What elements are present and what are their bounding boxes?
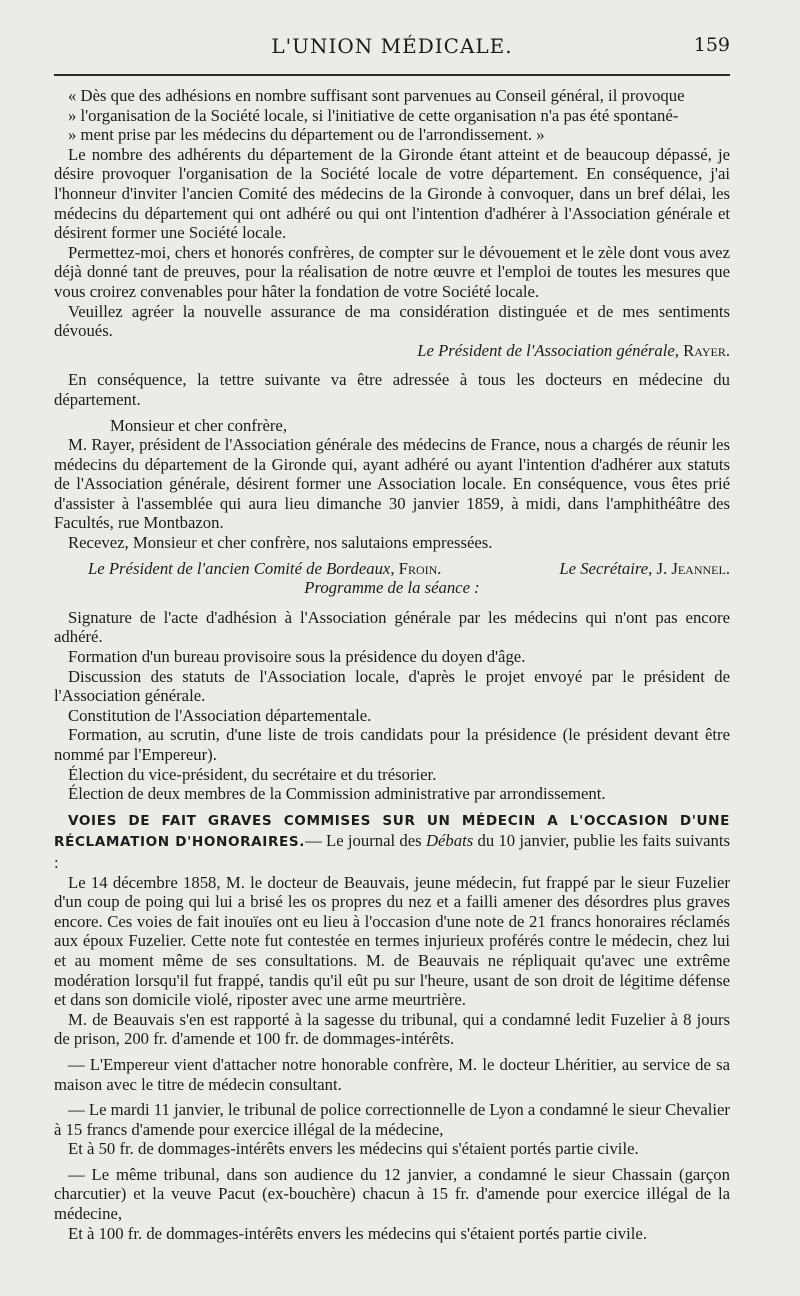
president-signature <box>54 341 730 361</box>
news-lead-text: du 10 janvier, publie les faits suivants : <box>54 831 730 872</box>
programme-item: Formation, au scrutin, d'une liste de trois candidats pour la présidence (le président devant être nommé par l'Empereur). <box>54 725 730 764</box>
page-number: 159 <box>693 34 730 56</box>
quote-line: « Dès que des adhésions en nombre suffisant sont parvenues au Conseil général, il provoque <box>68 86 685 105</box>
news-paragraph: M. de Beauvais s'en est rapporté à la sagesse du tribunal, qui a condamné ledit Fuzelier à 8 jours de prison, 200 fr. d'amende et 100 fr. de dommages-intérêts. <box>54 1009 730 1049</box>
news-paragraph: — Le même tribunal, dans son audience du 12 janvier, a condamné le sieur Chassain (garçon charcutier) et la veuve Pacut (ex-bouchère) chacun à 15 fr. d'amende pour exercice illégal de la médecine, <box>54 1164 730 1224</box>
statute-quote <box>54 86 730 145</box>
journal-name: Débats <box>425 831 474 851</box>
news-paragraph: Le 14 décembre 1858, M. le docteur de Beauvais, jeune médecin, fut frappé par le sieur Fuzelier d'un coup de poing qui lui a brisé les os propres du nez et a failli amener des désordres plus graves encore. Ces voies de fait inouïes ont eu lieu à l'occasion d'une note de 21 francs honoraires réclamés aux époux Fuzelier. Cette note fut contestée en termes injurieux proférés contre le médecin, chez lui et au moment même de ses consultations. M. de Beauvais ne répliquait qu'avec une extrême modération lorsqu'il fut frappé, tandis qu'il eût pu sur l'heure, usant de son droit de légitime défense et dans son domicile violé, riposter avec une arme meurtrière. <box>54 872 730 1010</box>
news-paragraph: Et à 50 fr. de dommages-intérêts envers les médecins qui s'étaient portés partie civile. <box>68 1139 639 1159</box>
signature-role: Le Secrétaire, <box>559 558 653 578</box>
news-paragraph: — Le mardi 11 janvier, le tribunal de police correctionnelle de Lyon a condamné le sieur Chevalier à 15 francs d'amende pour exercice illégal de la médecine, <box>54 1100 730 1139</box>
letter-paragraph: Permettez-moi, chers et honorés confrères, de compter sur le dévouement et le zèle dont vous avez déjà donné tant de preuves, pour la réalisation de notre œuvre et l'emploi de toutes les mesures que vous croirez convenables pour hâter la fondation de votre Société locale. <box>54 242 730 301</box>
quote-line: » ment prise par les médecins du département ou de l'arrondissement. » <box>68 125 545 145</box>
article-body <box>54 86 730 1243</box>
signature-role: Le Président de l'Association générale, <box>417 340 679 360</box>
letter-paragraph: Veuillez agréer la nouvelle assurance de ma considération distinguée et de mes sentiments dévoués. <box>54 301 730 341</box>
signature-name: Rayer. <box>683 340 730 360</box>
programme-item: Constitution de l'Association départementale. <box>68 705 372 725</box>
circular-closing: Recevez, Monsieur et cher confrère, nos salutaions empressées. <box>68 533 493 553</box>
news-paragraph: Et à 100 fr. de dommages-intérêts envers les médecins qui s'étaient portés partie civile. <box>68 1223 648 1243</box>
programme-item: Élection du vice-président, du secrétaire et du trésorier. <box>68 764 437 784</box>
programme-item: Signature de l'acte d'adhésion à l'Association générale par les médecins qui n'ont pas encore adhéré. <box>54 607 730 647</box>
quote-line: » l'organisation de la Société locale, si l'initiative de cette organisation n'a pas été spontané- <box>68 105 679 125</box>
intro-paragraph: En conséquence, la tettre suivante va être adressée à tous les docteurs en médecine du département. <box>54 370 730 409</box>
programme-item: Discussion des statuts de l'Association locale, d'après le projet envoyé par le président de l'Association générale. <box>54 666 730 706</box>
salutation: Monsieur et cher confrère, <box>110 415 287 435</box>
programme-title: Programme de la séance : <box>304 578 480 598</box>
programme-item: Élection de deux membres de la Commission administrative par arrondissement. <box>68 784 606 804</box>
signature-name: Froin. <box>398 558 442 578</box>
programme-item: Formation d'un bureau provisoire sous la présidence du doyen d'âge. <box>68 647 526 667</box>
signature-role: Le Président de l'ancien Comité de Bordeaux, <box>88 558 395 578</box>
news-lead <box>54 810 730 873</box>
signature-left <box>88 559 441 579</box>
running-header <box>54 34 730 70</box>
journal-title: L'UNION MÉDICALE. <box>271 34 513 58</box>
news-lead-text: — Le journal des <box>305 831 426 851</box>
header-rule <box>54 74 730 76</box>
news-paragraph: — L'Empereur vient d'attacher notre honorable confrère, M. le docteur Lhéritier, au service de sa maison avec le titre de médecin consultant. <box>54 1054 730 1094</box>
news-headline: VOIES DE FAIT GRAVES COMMISES SUR UN MÉDECIN A L'OCCASION D'UNE RÉCLAMATION D'HONORAIRES. <box>54 812 730 851</box>
letter-paragraph: Le nombre des adhérents du département de la Gironde étant atteint et de beaucoup dépassé, je désire provoquer l'organisation de la Société locale de votre département. En conséquence, j'ai l'honneur d'inviter l'ancien Comité des médecins de la Gironde à convoquer, dans un bref délai, les médecins du département qui ont adhéré ou qui ont l'intention d'adhérer à l'Association générale et désirent former une Société locale. <box>54 144 730 243</box>
circular-signatures <box>54 559 730 579</box>
signature-right <box>559 559 730 579</box>
circular-body: M. Rayer, président de l'Association générale des médecins de France, nous a chargés de réunir les médecins du département de la Gironde qui, ayant adhéré ou ayant l'intention d'adhérer aux statuts de l'Association générale, désirent former une Association locale. En conséquence, vous êtes prié d'assister à l'assemblée qui aura lieu dimanche 30 janvier 1859, à midi, dans l'amphithéâtre des Facultés, rue Montbazon. <box>54 435 730 533</box>
signature-name: J. Jeannel. <box>656 558 730 578</box>
